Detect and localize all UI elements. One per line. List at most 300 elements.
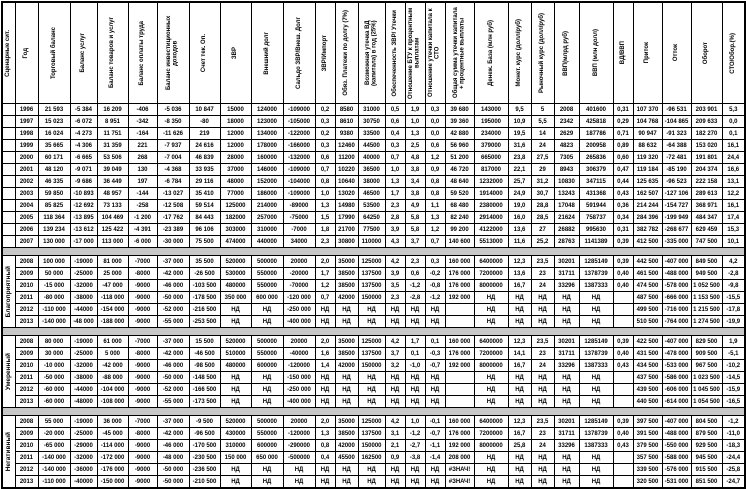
data-cell: НД	[335, 464, 358, 476]
data-cell: 1285149	[579, 336, 613, 348]
data-cell: 21624	[554, 212, 579, 224]
data-cell: -110 000	[38, 476, 70, 489]
data-cell: 350 000	[220, 292, 251, 304]
table-row	[2, 280, 745, 292]
column-header-label: Отток	[673, 44, 680, 62]
data-cell: 1,7	[405, 336, 425, 348]
data-cell: 11,6	[508, 236, 531, 248]
data-cell: -13 612	[70, 224, 97, 236]
data-cell: 192 000	[445, 440, 474, 452]
data-cell	[613, 304, 633, 316]
data-cell: 915 500	[691, 464, 722, 476]
column-header-15	[405, 2, 425, 104]
data-cell: 24 616	[189, 140, 220, 152]
data-cell: НД	[358, 396, 385, 408]
data-cell: НД	[315, 384, 335, 396]
data-cell: 2914000	[474, 212, 508, 224]
column-header-label: Счет тек. Оп.	[201, 33, 208, 73]
data-cell: 440 500	[633, 396, 662, 408]
data-cell: 46500	[358, 188, 385, 200]
data-cell: 29 116	[189, 176, 220, 188]
scenario-label-empty	[2, 116, 15, 128]
data-cell: 0,9	[385, 452, 405, 464]
column-header-label: Отношение БТУ к процентным выплатам	[408, 7, 421, 99]
data-cell: -2,8	[405, 292, 425, 304]
data-cell: 90 947	[633, 128, 662, 140]
scenario-label-empty	[2, 104, 15, 116]
data-cell: 61 000	[97, 336, 128, 348]
data-cell: 13020	[335, 188, 358, 200]
data-cell: -32000	[70, 360, 97, 372]
data-cell: 203 901	[691, 104, 722, 116]
data-cell: -65 000	[38, 440, 70, 452]
data-cell: 28000	[220, 152, 251, 164]
data-cell: -50 000	[38, 372, 70, 384]
data-cell: НД	[531, 384, 554, 396]
data-cell: 125000	[358, 416, 385, 428]
data-cell: 20000	[283, 336, 315, 348]
column-header-label: Баланс товаров и услуг	[109, 17, 116, 89]
data-cell: 487 500	[633, 292, 662, 304]
data-cell: 1387333	[579, 280, 613, 292]
data-cell: 851 500	[691, 476, 722, 489]
data-cell: -55 000	[157, 396, 189, 408]
data-cell: 176 000	[445, 348, 474, 360]
data-cell: -6 000	[128, 236, 157, 248]
column-header-label: Торговый баланс	[50, 26, 57, 80]
data-cell: 0,39	[613, 416, 633, 428]
data-cell: 16,7	[508, 360, 531, 372]
data-cell: -488 000	[662, 428, 691, 440]
data-cell: 4,9	[405, 200, 425, 212]
data-cell: 150000	[358, 292, 385, 304]
data-cell: 16 024	[38, 128, 70, 140]
data-cell: 310000	[251, 224, 283, 236]
data-cell: 42000	[335, 292, 358, 304]
data-cell: 0,8	[315, 440, 335, 452]
data-cell: НД	[220, 464, 251, 476]
data-cell: 480000	[220, 360, 251, 372]
data-cell: -0,8	[425, 280, 445, 292]
table-body	[2, 104, 745, 489]
table-row	[2, 128, 745, 140]
data-cell: 1 215 500	[691, 304, 722, 316]
data-cell: НД	[405, 316, 425, 328]
data-cell: -52 000	[157, 304, 189, 316]
data-cell: 0,43	[613, 440, 633, 452]
data-cell: 3,7	[385, 348, 405, 360]
year-cell: 2008	[15, 336, 38, 348]
data-cell: 2,0	[315, 256, 335, 268]
data-cell: НД	[315, 372, 335, 384]
data-cell: -144	[128, 188, 157, 200]
data-cell: -17 000	[70, 236, 97, 248]
data-cell: 0,2	[315, 104, 335, 116]
data-cell: -12 508	[157, 200, 189, 212]
data-cell: 13,6	[508, 268, 531, 280]
group-separator	[2, 328, 745, 336]
data-cell: -120000	[283, 360, 315, 372]
group-separator-bar	[2, 248, 745, 256]
data-cell: НД	[579, 476, 613, 489]
data-cell: 118 364	[38, 212, 70, 224]
data-cell: 27	[531, 224, 554, 236]
data-cell: -236 500	[189, 464, 220, 476]
data-cell: 31,2	[531, 176, 554, 188]
data-cell: НД	[554, 464, 579, 476]
data-cell: -166000	[283, 140, 315, 152]
data-cell: 1,3	[315, 200, 335, 212]
data-cell: 36 449	[97, 176, 128, 188]
data-cell: -400 000	[283, 316, 315, 328]
data-cell: -104 865	[662, 116, 691, 128]
data-cell: 1 023 500	[691, 372, 722, 384]
data-cell: -25000	[70, 268, 97, 280]
data-cell: 16,6	[722, 164, 745, 176]
data-cell: 4,2	[722, 256, 745, 268]
data-cell: -55 000	[157, 316, 189, 328]
data-cell: -104 000	[97, 384, 128, 396]
data-cell	[445, 384, 474, 396]
scenario-label-empty	[2, 176, 15, 188]
column-header-2	[38, 2, 70, 104]
data-cell: -400 000	[283, 396, 315, 408]
data-cell: -550 000	[662, 440, 691, 452]
column-header-label: Общая сумма утечки капитала + процентные выплаты	[452, 7, 466, 99]
data-cell: -9 071	[70, 164, 97, 176]
data-cell: -7000	[128, 256, 157, 268]
data-cell: НД	[358, 384, 385, 396]
data-cell: -170 500	[189, 440, 220, 452]
data-cell: -122000	[283, 128, 315, 140]
data-cell: НД	[385, 476, 405, 489]
data-cell: 40000	[358, 152, 385, 164]
data-cell: 137500	[358, 428, 385, 440]
table-row	[2, 292, 745, 304]
data-cell: 1,3	[425, 212, 445, 224]
data-cell: 45500	[335, 452, 358, 464]
data-cell: -164	[128, 128, 157, 140]
data-cell: -4 306	[70, 140, 97, 152]
data-cell: 88 632	[633, 140, 662, 152]
year-cell: 2009	[15, 428, 38, 440]
data-cell: 153 020	[691, 140, 722, 152]
data-cell: 13,1	[722, 176, 745, 188]
data-cell: 1914000	[474, 188, 508, 200]
data-cell: -4 368	[157, 164, 189, 176]
data-cell: -29000	[70, 440, 97, 452]
data-cell: 600000	[251, 360, 283, 372]
data-cell: 176 000	[445, 280, 474, 292]
data-cell: 431368	[579, 188, 613, 200]
data-cell: 36 000	[97, 416, 128, 428]
data-cell: 0,40	[613, 348, 633, 360]
data-cell: -9000	[128, 292, 157, 304]
data-cell: -250 000	[283, 304, 315, 316]
data-cell: -60 000	[38, 396, 70, 408]
data-cell: 20000	[283, 416, 315, 428]
data-cell: -176 000	[97, 464, 128, 476]
data-cell: 3,2	[385, 360, 405, 372]
column-header-24	[633, 2, 662, 104]
data-cell	[613, 452, 633, 464]
data-cell: 13243	[554, 188, 579, 200]
data-cell: 125 422	[97, 224, 128, 236]
data-cell: -9000	[128, 372, 157, 384]
data-cell: 8610	[335, 116, 358, 128]
data-cell: 160 000	[445, 256, 474, 268]
scenario-label-empty	[2, 188, 15, 200]
data-cell: 2,0	[315, 336, 335, 348]
data-cell: -9000	[128, 360, 157, 372]
data-cell: НД	[579, 452, 613, 464]
data-cell: 1387333	[579, 360, 613, 372]
data-cell: 440000	[251, 236, 283, 248]
data-cell: 500000	[251, 256, 283, 268]
data-cell: НД	[579, 372, 613, 384]
data-cell: 499 500	[633, 304, 662, 316]
data-cell: 520000	[220, 416, 251, 428]
data-cell: 2,3	[385, 292, 405, 304]
column-header-18	[474, 2, 508, 104]
data-cell: 434 500	[633, 360, 662, 372]
data-cell: -488 000	[662, 268, 691, 280]
table-row	[2, 116, 745, 128]
data-cell: -216 500	[189, 304, 220, 316]
data-cell: 422 500	[633, 336, 662, 348]
table-row	[2, 176, 745, 188]
data-cell: НД	[425, 372, 445, 384]
year-cell: 2010	[15, 360, 38, 372]
data-cell: -12 692	[70, 200, 97, 212]
data-cell: 33 935	[189, 164, 220, 176]
data-cell: 2008	[554, 104, 579, 116]
scenario-label-empty	[2, 224, 15, 236]
data-cell: 59 514	[189, 200, 220, 212]
data-cell: 4,3	[385, 236, 405, 248]
data-cell: 0,44	[613, 176, 633, 188]
data-cell: -40000	[283, 348, 315, 360]
data-cell: НД	[405, 384, 425, 396]
corner-header-label: Сценарные сит.	[5, 29, 12, 77]
data-cell: 137500	[358, 268, 385, 280]
data-cell: -48000	[70, 396, 97, 408]
data-cell: 10830	[554, 176, 579, 188]
data-cell: 8 951	[97, 116, 128, 128]
data-cell: -15,9	[722, 384, 745, 396]
column-header-9	[251, 2, 283, 104]
data-cell: НД	[531, 304, 554, 316]
data-cell: НД	[579, 396, 613, 408]
data-cell: -37 000	[157, 336, 189, 348]
data-cell: 33296	[554, 360, 579, 372]
column-header-3	[70, 2, 97, 104]
data-cell: 5513000	[474, 236, 508, 248]
data-cell: -290000	[283, 440, 315, 452]
data-cell: 0,39	[613, 256, 633, 268]
data-cell: -44000	[70, 384, 97, 396]
data-cell: 284 396	[633, 212, 662, 224]
data-cell: -50 000	[157, 464, 189, 476]
data-cell: 0,7	[425, 236, 445, 248]
year-cell: 2012	[15, 304, 38, 316]
data-cell: 46 839	[189, 152, 220, 164]
column-header-10	[283, 2, 315, 104]
data-cell: НД	[283, 476, 315, 489]
data-cell: 104 469	[97, 212, 128, 224]
data-cell: 1,0	[405, 116, 425, 128]
data-cell: 0,2	[315, 128, 335, 140]
data-cell: 38000	[358, 176, 385, 188]
data-cell: 0,0	[722, 116, 745, 128]
data-cell: 36500	[358, 164, 385, 176]
data-cell: 4,8	[405, 152, 425, 164]
data-cell: #ЗНАЧ!	[445, 476, 474, 489]
data-cell: 80 000	[38, 336, 70, 348]
data-cell: 1,9	[405, 104, 425, 116]
data-cell: 1,0	[405, 416, 425, 428]
data-cell: 817000	[474, 164, 508, 176]
scenario-label-empty	[2, 164, 15, 176]
data-cell: 949 500	[691, 268, 722, 280]
data-cell: -9000	[128, 440, 157, 452]
column-header-label: ВВП(млрд руб)	[563, 30, 570, 76]
data-cell: 3,4	[405, 176, 425, 188]
data-cell: 51 200	[445, 152, 474, 164]
data-cell: 461 500	[633, 268, 662, 280]
data-cell: 0,40	[613, 280, 633, 292]
data-cell: -478 000	[662, 348, 691, 360]
data-cell: НД	[554, 396, 579, 408]
data-cell: 1,2	[425, 224, 445, 236]
data-cell: -14,5	[722, 372, 745, 384]
column-header-13	[358, 2, 385, 104]
data-cell: 77000	[220, 188, 251, 200]
data-cell: -1,2	[425, 292, 445, 304]
table-row	[2, 452, 745, 464]
column-header-label: Обеспеченность ЗВР/ Утечки	[391, 9, 398, 97]
data-cell: -500000	[283, 452, 315, 464]
data-cell: -32000	[70, 280, 97, 292]
data-cell: 3,7	[405, 236, 425, 248]
data-cell: 12000	[220, 140, 251, 152]
data-cell: 38500	[335, 280, 358, 292]
column-header-27	[722, 2, 745, 104]
data-cell: 0,3	[425, 256, 445, 268]
data-cell: НД	[474, 292, 508, 304]
column-header-label: Баланс оплаты труда	[139, 20, 146, 86]
data-cell: 12,2	[722, 188, 745, 200]
data-cell: 430000	[220, 428, 251, 440]
scenario-label-empty	[2, 200, 15, 212]
data-cell: 31711	[554, 268, 579, 280]
data-cell: НД	[251, 384, 283, 396]
data-cell: 2629	[554, 128, 579, 140]
data-cell: НД	[474, 476, 508, 489]
data-cell: 0,34	[613, 212, 633, 224]
data-cell: 14,1	[508, 348, 531, 360]
data-cell: 437 500	[633, 372, 662, 384]
data-cell: НД	[220, 316, 251, 328]
data-cell: -96 531	[662, 104, 691, 116]
data-cell: 6400000	[474, 416, 508, 428]
data-cell: -18,3	[722, 440, 745, 452]
data-cell: 30201	[554, 336, 579, 348]
column-header-label: Оборот	[703, 41, 710, 65]
data-cell: 0,6	[315, 152, 335, 164]
data-cell: 107 370	[633, 104, 662, 116]
data-cell: -0,1	[425, 416, 445, 428]
data-cell: 46 720	[445, 164, 474, 176]
data-cell: -109000	[283, 164, 315, 176]
data-cell: НД	[385, 396, 405, 408]
data-cell: -1,2	[405, 280, 425, 292]
data-cell: 500000	[251, 416, 283, 428]
data-cell: 8000000	[474, 360, 508, 372]
year-cell: 2010	[15, 440, 38, 452]
data-cell: -188 000	[97, 316, 128, 328]
scenario-label-empty	[2, 212, 15, 224]
data-cell	[445, 316, 474, 328]
data-cell: -60 000	[38, 384, 70, 396]
column-header-4	[97, 2, 128, 104]
data-cell: -88 000	[97, 372, 128, 384]
data-cell: -7 004	[157, 152, 189, 164]
data-cell: НД	[531, 452, 554, 464]
data-cell: -46 000	[157, 440, 189, 452]
data-cell: 0,71	[613, 128, 633, 140]
data-cell: 16,1	[722, 140, 745, 152]
data-cell: 0,1	[425, 336, 445, 348]
data-cell: 1,4	[315, 360, 335, 372]
data-cell: 42 880	[445, 128, 474, 140]
data-cell: НД	[531, 396, 554, 408]
data-cell: 31,6	[508, 140, 531, 152]
table-row	[2, 236, 745, 248]
data-cell: НД	[474, 316, 508, 328]
data-cell: 0,39	[613, 336, 633, 348]
data-cell: 19,0	[508, 200, 531, 212]
data-cell: НД	[474, 396, 508, 408]
data-cell: 0,9	[425, 164, 445, 176]
data-cell: 14	[531, 128, 554, 140]
data-cell: 192 000	[445, 360, 474, 372]
data-cell: -716 000	[662, 304, 691, 316]
data-cell: -150 000	[97, 476, 128, 489]
data-cell: 1 052 500	[691, 280, 722, 292]
table-row	[2, 200, 745, 212]
data-cell: 23,5	[531, 416, 554, 428]
data-cell: 214 244	[633, 200, 662, 212]
data-cell: 17,4	[722, 212, 745, 224]
data-cell: 4,2	[385, 416, 405, 428]
data-cell: 1285149	[579, 416, 613, 428]
data-cell: 139 234	[38, 224, 70, 236]
data-cell: 0,5	[385, 104, 405, 116]
data-cell: 113 000	[97, 236, 128, 248]
data-cell: 214000	[251, 200, 283, 212]
data-cell: 31000	[358, 104, 385, 116]
data-cell: 35 665	[38, 140, 70, 152]
data-cell: 10220	[335, 164, 358, 176]
data-cell: -140 000	[38, 452, 70, 464]
data-cell: -1,4	[425, 452, 445, 464]
data-cell: 909 500	[691, 348, 722, 360]
data-cell: 265836	[579, 152, 613, 164]
data-cell: 268	[128, 152, 157, 164]
corner-header-cell	[2, 2, 15, 104]
data-cell: НД	[531, 372, 554, 384]
